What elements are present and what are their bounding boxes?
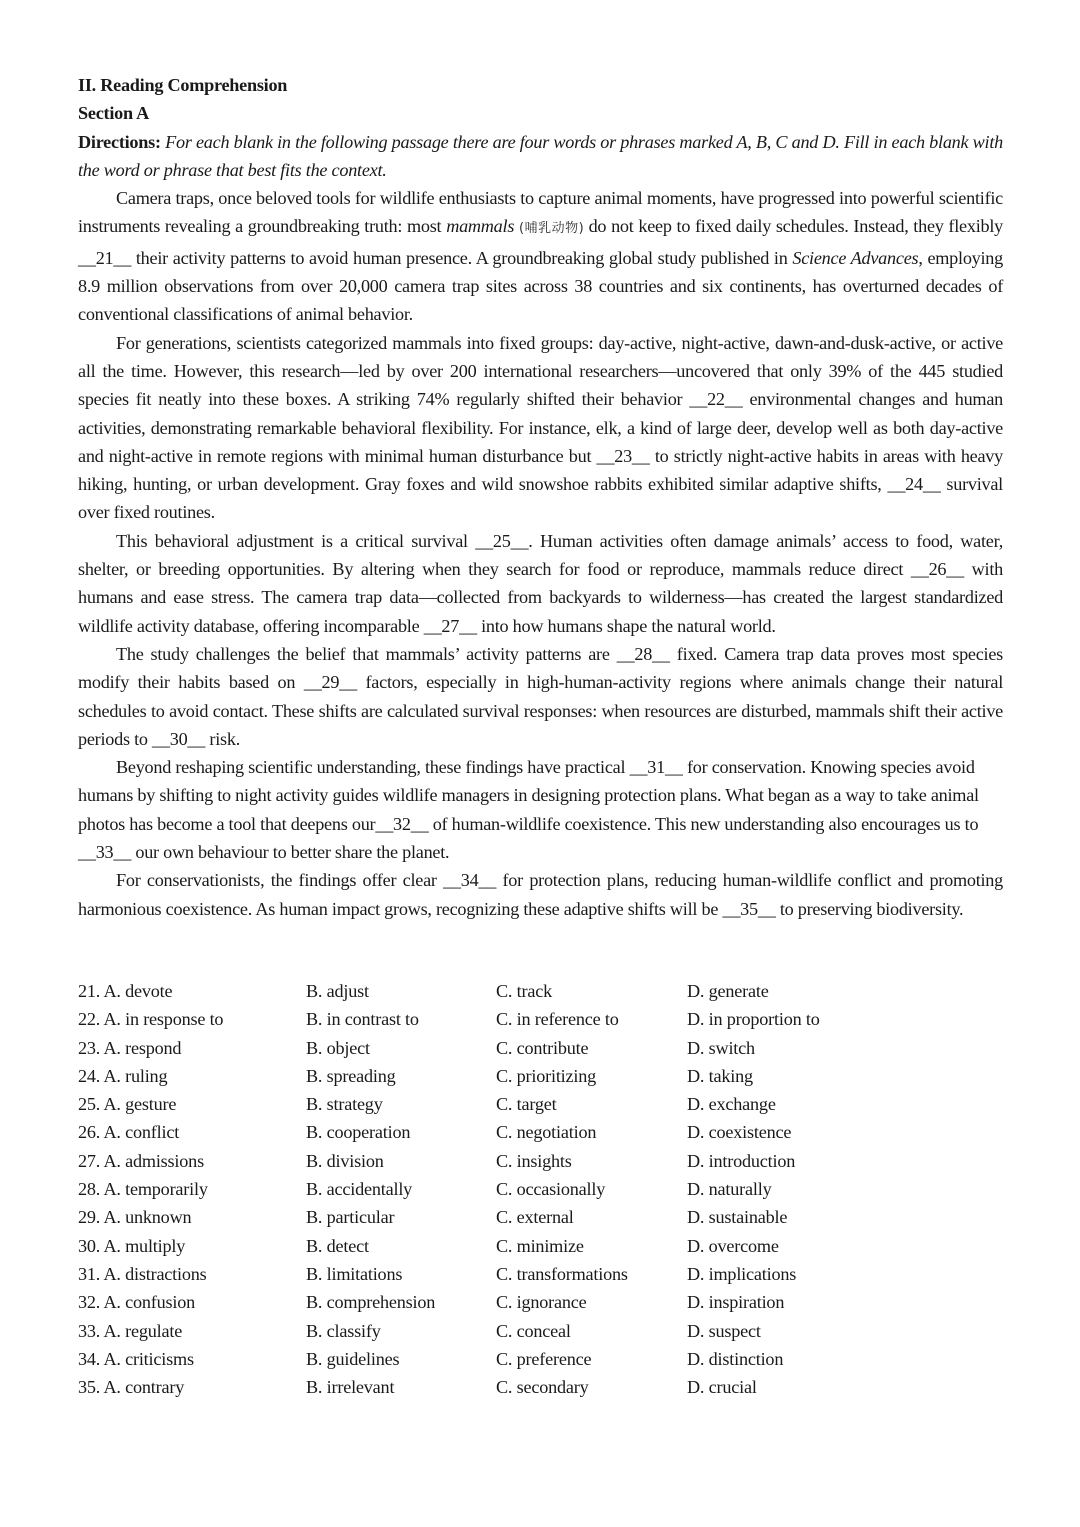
option-c: C. preference <box>496 1348 592 1369</box>
option-d: D. coexistence <box>687 1122 792 1143</box>
option-b: B. spreading <box>306 1065 396 1086</box>
text: This behavioral adjustment is a critical survival <box>116 530 476 551</box>
option-d: D. naturally <box>687 1179 772 1200</box>
option-b: B. irrelevant <box>306 1377 395 1398</box>
option-c: C. external <box>496 1207 574 1228</box>
option-c: C. transformations <box>496 1263 628 1284</box>
option-b: B. in contrast to <box>306 1009 419 1030</box>
option-b: B. classify <box>306 1320 381 1341</box>
blank-30: __30__ <box>152 728 206 749</box>
directions-text: For each blank in the following passage there are four words or phrases marked A, B, C and D. Fill in each blank with the word or phrase that best fits the context. <box>78 131 1003 180</box>
option-d: D. distinction <box>687 1348 784 1369</box>
option-c: C. prioritizing <box>496 1065 597 1086</box>
option-c: C. negotiation <box>496 1122 597 1143</box>
option-a: 29. A. unknown <box>78 1207 192 1228</box>
blank-24: __24__ <box>887 474 941 495</box>
blank-31: __31__ <box>629 757 683 778</box>
option-b: B. adjust <box>306 981 369 1001</box>
journal-name: Science Advances <box>792 247 919 268</box>
option-c: C. insights <box>496 1150 572 1171</box>
option-b: B. strategy <box>306 1094 383 1115</box>
text: do not keep to fixed daily schedules. Instead, they flexibly <box>583 216 1004 237</box>
text: into how humans shape the natural world. <box>476 615 776 636</box>
question-30 <box>78 1232 978 1260</box>
blank-23: __23__ <box>596 445 650 466</box>
option-a: 33. A. regulate <box>78 1320 183 1341</box>
option-a: 23. A. respond <box>78 1037 182 1058</box>
option-d: D. crucial <box>687 1377 757 1398</box>
blank-27: __27__ <box>423 615 477 636</box>
text: survival over fixed routines. <box>78 474 1003 523</box>
option-c: C. secondary <box>496 1377 589 1398</box>
text: fixed. Camera trap data proves most species modify their habits based on <box>78 643 1004 693</box>
option-c: C. ignorance <box>496 1292 587 1313</box>
option-a: 32. A. confusion <box>78 1292 196 1313</box>
chinese-gloss: (哺乳动物) <box>519 221 584 237</box>
option-a: 30. A. multiply <box>78 1235 186 1256</box>
option-d: D. overcome <box>687 1235 779 1256</box>
text: For conservationists, the findings offer clear <box>116 870 444 891</box>
text: , employing 8.9 million observations from over 20,000 camera trap sites across 38 countries and six continents, has overturned decades of conventional classifications of animal behavior. <box>78 247 1003 325</box>
blank-29: __29__ <box>303 672 357 693</box>
option-c: C. in reference to <box>496 1009 619 1030</box>
option-a: 31. A. distractions <box>78 1263 207 1284</box>
option-c: C. contribute <box>496 1037 589 1058</box>
blank-22: __22__ <box>689 389 743 410</box>
option-b: B. particular <box>306 1207 395 1228</box>
option-d: D. switch <box>687 1037 755 1058</box>
question-21 <box>78 977 978 1005</box>
text: Beyond reshaping scientific understanding, these findings have practical <box>116 757 630 778</box>
option-a: 35. A. contrary <box>78 1377 185 1398</box>
question-35 <box>78 1373 978 1401</box>
text: factors, especially in high-human-activity regions where animals change their natural schedules to avoid contact. These shifts are calculated survival responses: when resources are disturbed, mammals shift their active periods to <box>78 672 1003 749</box>
question-23 <box>78 1034 978 1062</box>
section-title: Section A <box>78 103 150 124</box>
option-c: C. target <box>496 1094 557 1115</box>
option-b: B. accidentally <box>306 1179 413 1200</box>
blank-26: __26__ <box>910 559 964 580</box>
text: . Human activities often damage animals’ access to food, water, shelter, or breeding opportunities. By altering when they search for food or reproduce, mammals reduce direct <box>78 530 1004 580</box>
directions <box>78 128 1003 185</box>
option-d: D. sustainable <box>687 1207 788 1228</box>
text: to preserving biodiversity. <box>775 898 964 919</box>
passage-paragraph-4 <box>78 640 1003 753</box>
option-b: B. cooperation <box>306 1122 411 1143</box>
blank-21: __21__ <box>78 247 132 268</box>
option-b: B. limitations <box>306 1263 403 1284</box>
option-a: 34. A. criticisms <box>78 1348 194 1369</box>
blank-33: __33__ <box>78 842 132 863</box>
passage-paragraph-5 <box>78 753 1003 866</box>
text: of human-wildlife coexistence. This new understanding also encourages us to <box>428 813 979 834</box>
blank-25: __25__ <box>475 530 529 551</box>
option-c: C. minimize <box>496 1235 584 1256</box>
option-d: D. in proportion to <box>687 1009 820 1030</box>
text: environmental changes and human activities, demonstrating remarkable behavioral flexibility. For instance, elk, a kind of large deer, develop well as both day-active and night-active in remote regions with minimal human disturbance but <box>78 389 1003 466</box>
passage-paragraph-3 <box>78 527 1003 640</box>
text: for protection plans, reducing human-wildlife conflict and promoting harmonious coexistence. As human impact grows, recognizing these adaptive shifts will be <box>78 870 1003 919</box>
option-b: B. object <box>306 1037 370 1058</box>
option-d: D. implications <box>687 1263 797 1284</box>
option-a: 27. A. admissions <box>78 1150 204 1171</box>
option-a: 25. A. gesture <box>78 1094 177 1115</box>
text: Camera traps, once beloved tools for wildlife enthusiasts to capture animal moments, have progressed into powerful scientific instruments revealing a groundbreaking truth: most <box>78 188 1003 237</box>
question-32 <box>78 1288 978 1316</box>
document-page <box>78 71 1003 923</box>
question-26 <box>78 1118 978 1146</box>
part-title: II. Reading Comprehension <box>78 75 288 95</box>
question-31 <box>78 1260 978 1288</box>
question-28 <box>78 1175 978 1203</box>
option-a: 28. A. temporarily <box>78 1179 208 1200</box>
option-d: D. introduction <box>687 1150 796 1171</box>
option-d: D. exchange <box>687 1094 776 1115</box>
answer-options <box>78 977 978 1401</box>
option-a: 21. A. devote <box>78 981 173 1001</box>
question-29 <box>78 1203 978 1231</box>
blank-34: __34__ <box>443 870 497 891</box>
question-22 <box>78 1005 978 1033</box>
option-d: D. generate <box>687 981 769 1001</box>
option-a: 24. A. ruling <box>78 1065 168 1086</box>
question-24 <box>78 1062 978 1090</box>
option-c: C. conceal <box>496 1320 571 1341</box>
text: to strictly night-active habits in areas with heavy hiking, hunting, or urban development. Gray foxes and wild snowshoe rabbits exhibited similar adaptive shifts, <box>78 445 1003 495</box>
text: for conservation. Knowing species avoid humans by shifting to night activity guides wildlife managers in designing protection plans. What began as a way to take animal photos has become a tool that deepens our <box>78 757 979 834</box>
term-mammals: mammals <box>446 216 515 237</box>
question-27 <box>78 1147 978 1175</box>
option-b: B. comprehension <box>306 1292 436 1313</box>
directions-label: Directions: <box>78 131 161 152</box>
option-a: 22. A. in response to <box>78 1009 224 1030</box>
text: their activity patterns to avoid human presence. A groundbreaking global study published in <box>131 247 793 268</box>
option-d: D. suspect <box>687 1320 761 1341</box>
option-b: B. division <box>306 1150 384 1171</box>
text: The study challenges the belief that mammals’ activity patterns are <box>116 643 617 664</box>
passage-paragraph-1 <box>78 184 1003 328</box>
passage-paragraph-6 <box>78 866 1003 923</box>
option-c: C. track <box>496 981 552 1001</box>
passage-paragraph-2 <box>78 329 1003 527</box>
question-33 <box>78 1317 978 1345</box>
option-d: D. inspiration <box>687 1292 785 1313</box>
option-b: B. guidelines <box>306 1348 400 1369</box>
question-34 <box>78 1345 978 1373</box>
option-b: B. detect <box>306 1235 369 1256</box>
question-25 <box>78 1090 978 1118</box>
blank-28: __28__ <box>616 643 670 664</box>
text: with humans and ease stress. The camera trap data—collected from backyards to wilderness—has created the largest standardized wildlife activity database, offering incomparable <box>78 559 1003 636</box>
blank-32: __32__ <box>375 813 429 834</box>
blank-35: __35__ <box>722 898 776 919</box>
text: risk. <box>205 728 240 749</box>
text: For generations, scientists categorized mammals into fixed groups: day-active, night-active, dawn-and-dusk-active, or active all the time. However, this research—led by over 200 international researchers—uncovered that only 39% of the 445 studied species fit neatly into these boxes. A striking 74% regularly shifted their behavior <box>78 332 1003 410</box>
option-c: C. occasionally <box>496 1179 606 1200</box>
text: our own behaviour to better share the planet. <box>131 842 450 863</box>
option-d: D. taking <box>687 1065 753 1086</box>
option-a: 26. A. conflict <box>78 1122 180 1143</box>
